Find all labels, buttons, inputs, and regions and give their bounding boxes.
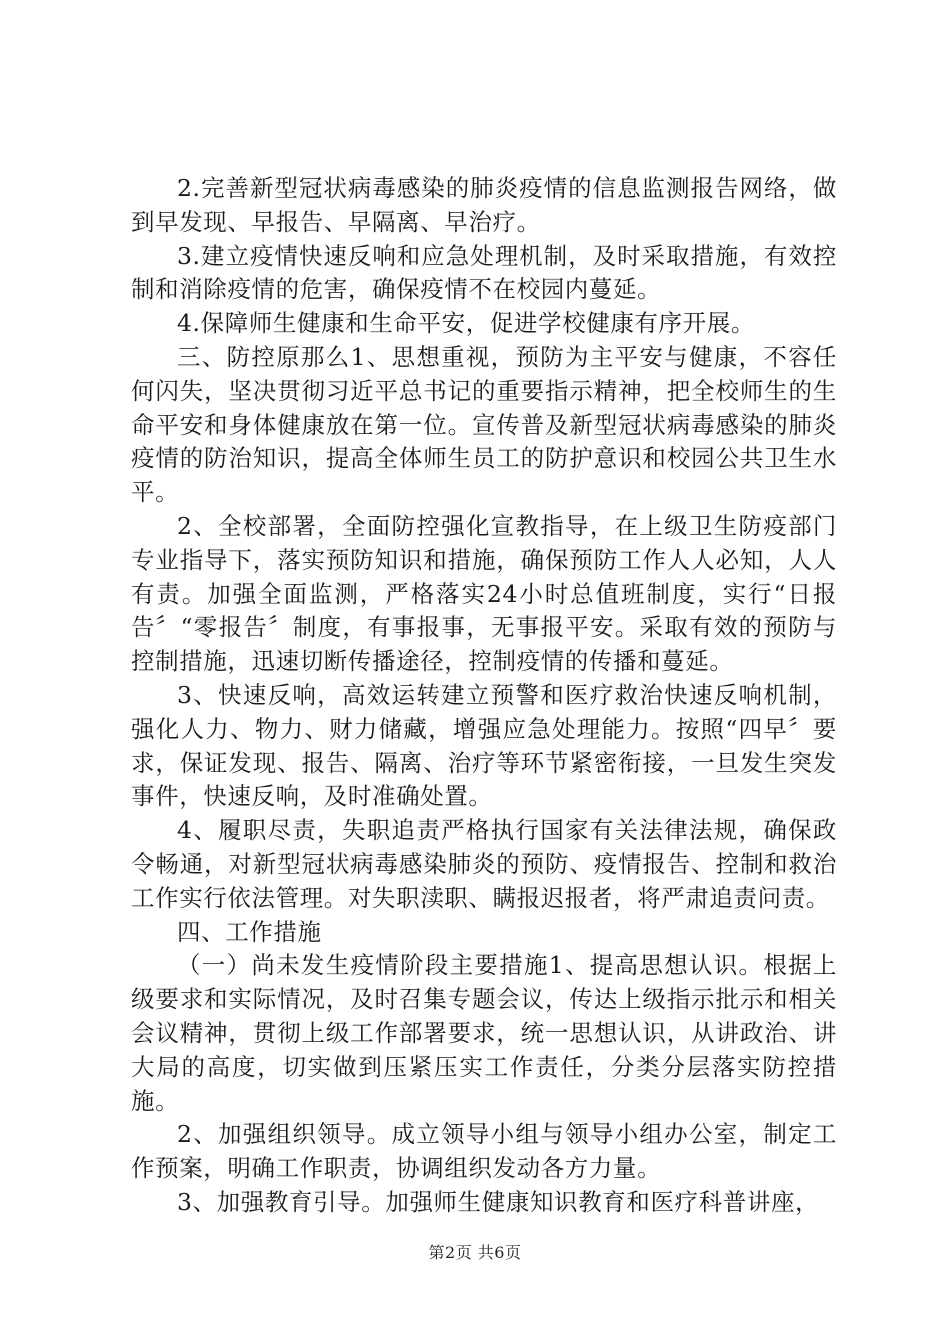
document-body (131, 172, 837, 1220)
paragraph: 2.完善新型冠状病毒感染的肺炎疫情的信息监测报告网络，做到早发现、早报告、早隔离、早治疗。 (131, 174, 837, 236)
paragraph: 3、加强教育引导。加强师生健康知识教育和医疗科普讲座， (177, 1187, 820, 1216)
paragraph: 4、履职尽责，失职追责严格执行国家有关法律法规，确保政令畅通，对新型冠状病毒感染肺炎的预防、疫情报告、控制和救治工作实行依法管理。对失职渎职、瞒报迟报者，将严肃追责问责。 (131, 816, 837, 912)
paragraph: （一）尚未发生疫情阶段主要措施1、提高思想认识。根据上级要求和实际情况，及时召集专题会议，传达上级指示批示和相关会议精神，贯彻上级工作部署要求，统一思想认识，从讲政治、讲大局的高度，切实做到压紧压实工作责任，分类分层落实防控措施。 (131, 951, 837, 1115)
paragraph: 三、防控原那么1、思想重视，预防为主平安与健康，不容任何闪失，坚决贯彻习近平总书记的重要指示精神，把全校师生的生命平安和身体健康放在第一位。宣传普及新型冠状病毒感染的肺炎疫情的防治知识，提高全体师生员工的防护意识和校园公共卫生水平。 (131, 342, 837, 507)
paragraph: 2、全校部署，全面防控强化宣教指导，在上级卫生防疫部门专业指导下，落实预防知识和措施，确保预防工作人人必知，人人有责。加强全面监测，严格落实24小时总值班制度，实行“日报告〞“零报告〞制度，有事报事，无事报平安。采取有效的预防与控制措施，迅速切断传播途径，控制疫情的传播和蔓延。 (131, 511, 837, 676)
section-heading: 四、工作措施 (177, 917, 322, 946)
paragraph: 3.建立疫情快速反响和应急处理机制，及时采取措施，有效控制和消除疫情的危害，确保疫情不在校园内蔓延。 (131, 241, 837, 304)
paragraph: 2、加强组织领导。成立领导小组与领导小组办公室，制定工作预案，明确工作职责，协调组织发动各方力量。 (131, 1120, 837, 1183)
paragraph: 3、快速反响，高效运转建立预警和医疗救治快速反响机制，强化人力、物力、财力储藏，增强应急处理能力。按照“四早〞要求，保证发现、报告、隔离、治疗等环节紧密衔接，一旦发生突发事件，快速反响，及时准确处置。 (131, 680, 837, 811)
paragraph: 4.保障师生健康和生命平安，促进学校健康有序开展。 (177, 309, 755, 338)
page-number-footer: 第2页 共6页 (428, 1243, 522, 1262)
